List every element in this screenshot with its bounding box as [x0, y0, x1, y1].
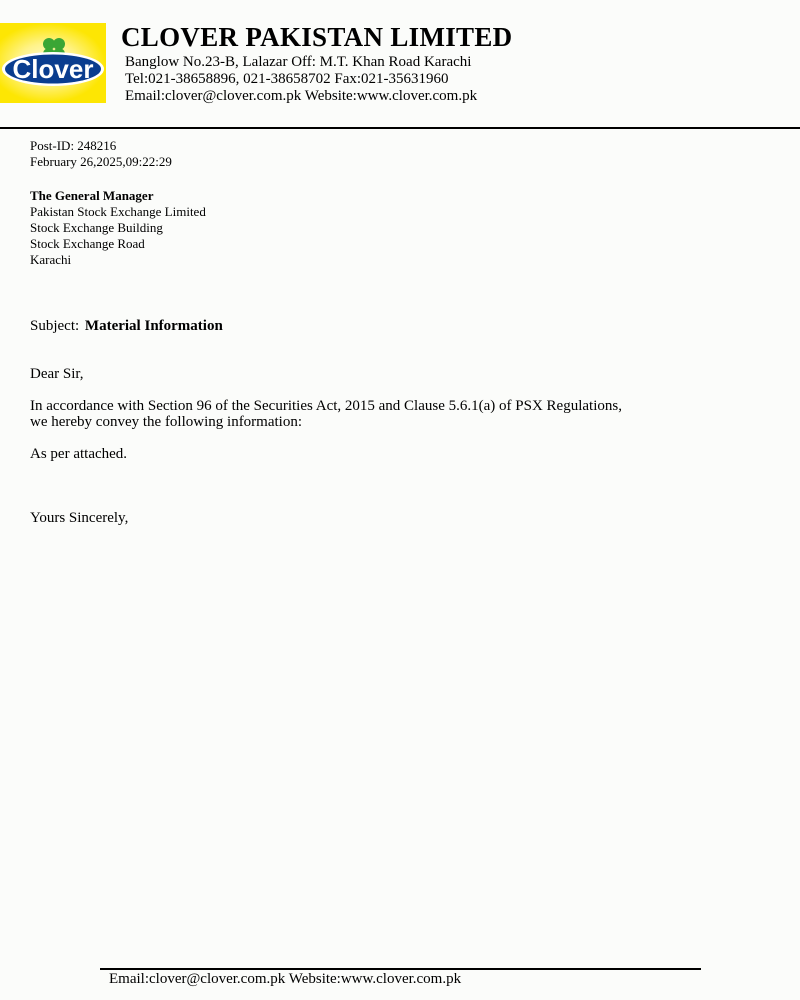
footer-divider [100, 968, 701, 970]
body-paragraph-line: we hereby convey the following information: [30, 414, 303, 430]
company-phones: Tel:021-38658896, 021-38658702 Fax:021-35631960 [125, 71, 449, 87]
header-divider [0, 127, 800, 129]
footer-contacts: Email:clover@clover.com.pk Website:www.clover.com.pk [109, 971, 462, 987]
company-address: Banglow No.23-B, Lalazar Off: M.T. Khan Road Karachi [125, 54, 472, 70]
subject-label: Subject: [30, 318, 80, 334]
salutation: Dear Sir, [30, 366, 84, 382]
company-name: CLOVER PAKISTAN LIMITED [121, 22, 513, 52]
recipient-line: Stock Exchange Building [30, 220, 163, 235]
clover-logo-icon [0, 23, 106, 103]
closing: Yours Sincerely, [30, 510, 129, 526]
body-paragraph-line: In accordance with Section 96 of the Securities Act, 2015 and Clause 5.6.1(a) of PSX Regulations, [30, 398, 622, 414]
attachment-note: As per attached. [30, 446, 128, 462]
company-logo [0, 23, 106, 103]
subject-line [30, 318, 223, 335]
recipient-line: Stock Exchange Road [30, 236, 145, 251]
recipient-title: The General Manager [30, 188, 154, 203]
recipient-line: Pakistan Stock Exchange Limited [30, 204, 206, 219]
post-id: Post-ID: 248216 [30, 138, 117, 153]
recipient-line: Karachi [30, 252, 72, 267]
company-contacts: Email:clover@clover.com.pk Website:www.clover.com.pk [125, 88, 478, 104]
post-datetime: February 26,2025,09:22:29 [30, 154, 172, 169]
subject-value: Material Information [84, 318, 223, 334]
logo-wordmark: Clover [12, 54, 94, 84]
